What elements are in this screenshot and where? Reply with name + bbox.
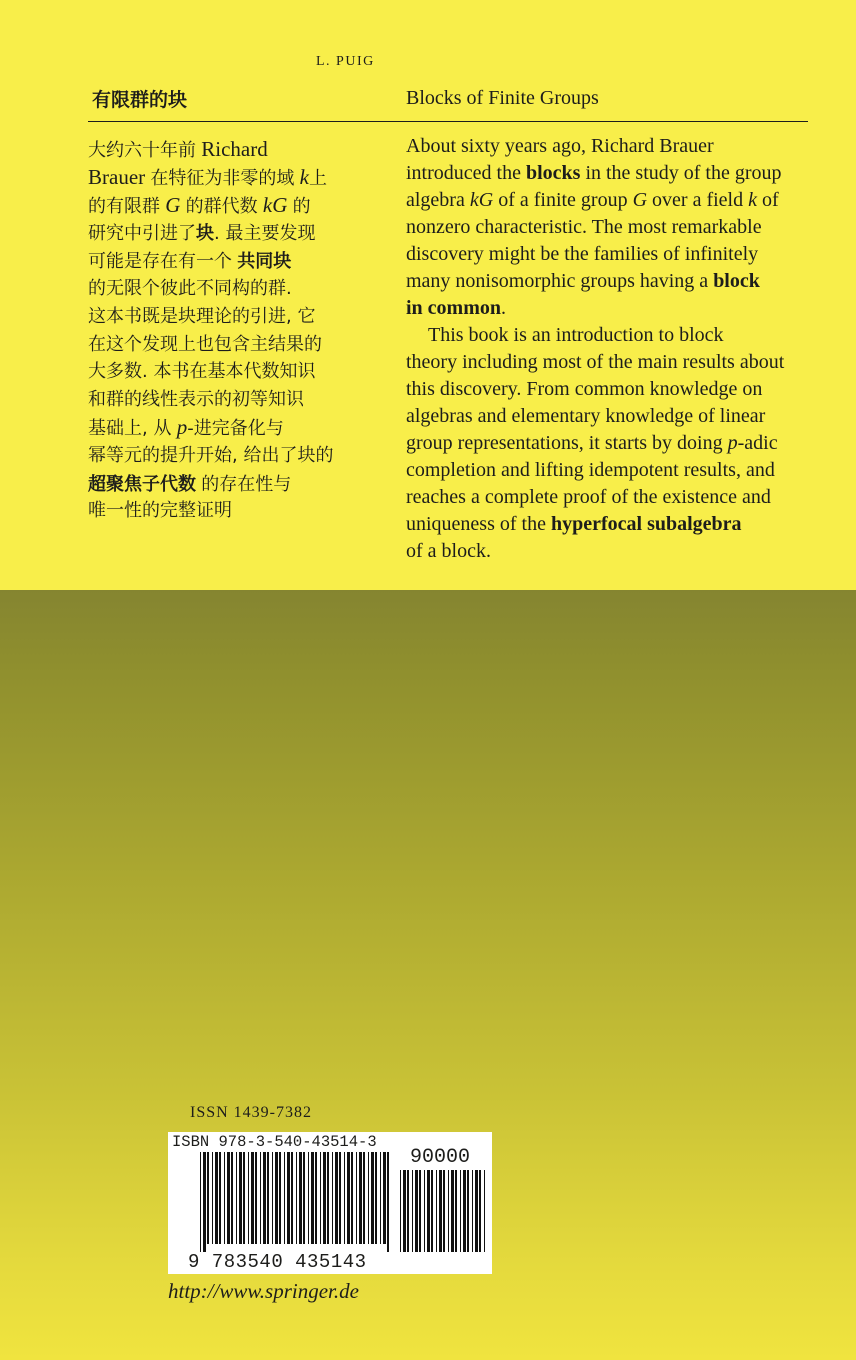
barcode-bar	[400, 1170, 401, 1252]
barcode-bar	[387, 1152, 389, 1252]
barcode-bar	[375, 1152, 377, 1244]
blurb-en-line: theory including most of the main results about	[406, 351, 785, 373]
blurb-zh-line: 基础上, 从 p-进完备化与	[88, 414, 284, 439]
blurb-en-line: introduced the blocks in the study of the group	[406, 162, 782, 184]
title-chinese: 有限群的块	[92, 89, 188, 111]
blurb-en-line: algebras and elementary knowledge of linear	[406, 405, 766, 427]
addon-bars	[400, 1170, 485, 1252]
barcode-bar	[291, 1152, 293, 1244]
price-addon-text: 90000	[410, 1146, 471, 1169]
barcode-bar	[227, 1152, 230, 1244]
barcode-bar	[383, 1152, 386, 1244]
author-name: L. PUIG	[316, 54, 375, 69]
barcode-bar	[315, 1152, 317, 1244]
blurb-zh-line: 的有限群 G 的群代数 kG 的	[88, 192, 311, 217]
barcode-bar	[207, 1152, 209, 1244]
barcode-bar	[451, 1170, 454, 1252]
barcode-bar	[260, 1152, 261, 1244]
barcode-bar	[356, 1152, 357, 1244]
blurb-en-line: nonzero characteristic. The most remarkable	[406, 216, 762, 238]
barcode-bar	[251, 1152, 254, 1244]
blurb-zh-line: 在这个发现上也包含主结果的	[88, 333, 322, 355]
barcode-bar	[467, 1170, 469, 1252]
barcode-bar	[243, 1152, 245, 1244]
barcode-bar	[299, 1152, 302, 1244]
ean-bars	[200, 1152, 389, 1252]
publisher-url: http://www.springer.de	[168, 1279, 359, 1303]
blurb-en-line: group representations, it starts by doing p-adic	[406, 432, 778, 454]
barcode-bar	[239, 1152, 242, 1244]
barcode-bar	[212, 1152, 213, 1244]
blurb-en-line: in common.	[406, 297, 506, 319]
barcode-bar	[279, 1152, 281, 1244]
blurb-zh-line: 的无限个彼此不同构的群.	[88, 277, 292, 299]
issn-label: ISSN 1439-7382	[190, 1104, 313, 1121]
barcode-bar	[335, 1152, 338, 1244]
blurb-en-line: This book is an introduction to block	[428, 324, 724, 346]
blurb-en-line: completion and lifting idempotent results, and	[406, 459, 775, 481]
blurb-zh-line: 大多数. 本书在基本代数知识	[88, 361, 316, 383]
ean-digits: 9 783540 435143	[188, 1251, 367, 1273]
blurb-zh-line: 研究中引进了块. 最主要发现	[88, 223, 316, 245]
barcode-bar	[303, 1152, 305, 1244]
blurb-english	[406, 133, 836, 565]
barcode-bar	[419, 1170, 421, 1252]
barcode-bar	[203, 1152, 206, 1252]
barcode-bar	[215, 1152, 218, 1244]
isbn-text: ISBN 978-3-540-43514-3	[172, 1133, 377, 1151]
barcode-bar	[412, 1170, 413, 1252]
barcode-bar	[344, 1152, 345, 1244]
blurb-en-line: discovery might be the families of infinitely	[406, 243, 759, 265]
barcode-bar	[323, 1152, 326, 1244]
blurb-zh-line: 这本书既是块理论的引进, 它	[88, 305, 316, 327]
barcode-bar	[363, 1152, 365, 1244]
barcode-bar	[371, 1152, 374, 1244]
barcode-bar	[275, 1152, 278, 1244]
blurb-zh-line: 超聚焦子代数 的存在性与	[88, 473, 292, 495]
barcode-bar	[311, 1152, 314, 1244]
barcode-bar	[200, 1152, 201, 1252]
barcode-bar	[296, 1152, 297, 1244]
barcode-bar	[320, 1152, 321, 1244]
barcode-bar	[308, 1152, 309, 1244]
blurb-zh-line: 大约六十年前 Richard	[88, 137, 268, 161]
blurb-en-line: of a block.	[406, 540, 491, 562]
barcode-bar	[351, 1152, 353, 1244]
barcode-bar	[436, 1170, 437, 1252]
title-english: Blocks of Finite Groups	[406, 87, 599, 109]
barcode-bar	[332, 1152, 333, 1244]
barcode-bar	[431, 1170, 433, 1252]
blurb-en-line: reaches a complete proof of the existence and	[406, 486, 771, 508]
barcode-bar	[484, 1170, 485, 1252]
barcode-bar	[263, 1152, 266, 1244]
barcode-bar	[327, 1152, 329, 1244]
barcode-bar	[475, 1170, 478, 1252]
barcode-bar	[267, 1152, 269, 1244]
barcode-bar	[479, 1170, 481, 1252]
barcode-bar	[359, 1152, 362, 1244]
barcode-bar	[255, 1152, 257, 1244]
blurb-en-line: About sixty years ago, Richard Brauer	[406, 135, 714, 157]
barcode-bar	[415, 1170, 418, 1252]
barcode-bar	[272, 1152, 273, 1244]
barcode-bar	[380, 1152, 381, 1244]
blurb-en-line: uniqueness of the hyperfocal subalgebra	[406, 513, 742, 535]
blurb-zh-line: 和群的线性表示的初等知识	[88, 389, 304, 411]
blurb-zh-line: 幂等元的提升开始, 给出了块的	[88, 444, 334, 466]
barcode-bar	[455, 1170, 457, 1252]
barcode-bar	[287, 1152, 290, 1244]
barcode-bar	[347, 1152, 350, 1244]
barcode-bar	[368, 1152, 369, 1244]
barcode-bar	[284, 1152, 285, 1244]
barcode-bar	[236, 1152, 237, 1244]
barcode-bar	[472, 1170, 473, 1252]
blurb-en-line: this discovery. From common knowledge on	[406, 378, 763, 400]
barcode-bar	[460, 1170, 461, 1252]
blurb-chinese	[88, 136, 388, 525]
barcode-bar	[248, 1152, 249, 1244]
blurb-zh-line: Brauer 在特征为非零的域 k上	[88, 164, 327, 189]
barcode-bar	[403, 1170, 406, 1252]
barcode-bar	[424, 1170, 425, 1252]
barcode-bar	[439, 1170, 442, 1252]
barcode-panel	[168, 1132, 492, 1274]
blurb-en-line: many nonisomorphic groups having a block	[406, 270, 760, 292]
barcode-bar	[463, 1170, 466, 1252]
barcode-bar	[407, 1170, 409, 1252]
barcode-bar	[224, 1152, 225, 1244]
barcode-bar	[427, 1170, 430, 1252]
barcode-bar	[448, 1170, 449, 1252]
blurb-en-line: algebra kG of a finite group G over a field k of	[406, 189, 779, 211]
blurb-zh-line: 唯一性的完整证明	[88, 500, 232, 522]
barcode-bar	[231, 1152, 233, 1244]
header-divider	[88, 121, 808, 122]
barcode-bar	[443, 1170, 445, 1252]
barcode-bar	[339, 1152, 341, 1244]
blurb-zh-line: 可能是存在有一个 共同块	[88, 251, 292, 273]
barcode-bar	[219, 1152, 221, 1244]
